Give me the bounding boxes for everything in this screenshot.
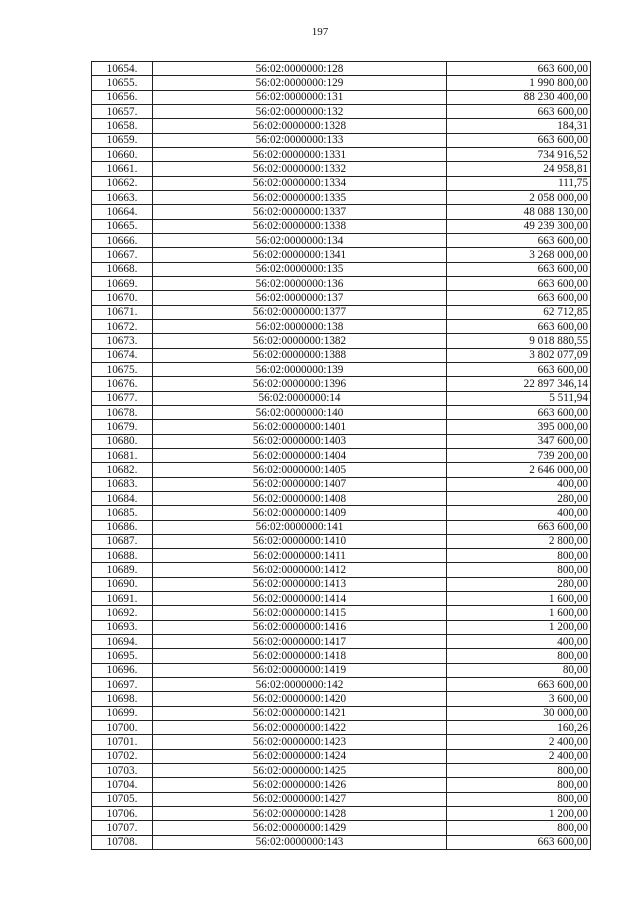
row-number: 10694. [92,635,153,649]
cadastral-value: 3 802 077,09 [447,348,591,362]
table-row [92,534,591,548]
table-row [92,835,591,849]
cadastral-number: 56:02:0000000:134 [153,233,447,247]
cadastral-value: 395 000,00 [447,420,591,434]
cadastral-value: 3 268 000,00 [447,248,591,262]
cadastral-number: 56:02:0000000:138 [153,319,447,333]
cadastral-value: 2 800,00 [447,534,591,548]
row-number: 10708. [92,835,153,849]
cadastral-value: 663 600,00 [447,520,591,534]
table-row [92,262,591,276]
cadastral-value: 184,31 [447,119,591,133]
cadastral-value: 663 600,00 [447,133,591,147]
row-number: 10655. [92,76,153,90]
table-row [92,577,591,591]
row-number: 10704. [92,778,153,792]
cadastral-value: 1 200,00 [447,620,591,634]
row-number: 10688. [92,549,153,563]
row-number: 10685. [92,506,153,520]
cadastral-number: 56:02:0000000:140 [153,405,447,419]
table-row [92,319,591,333]
cadastral-number: 56:02:0000000:1424 [153,749,447,763]
cadastral-number: 56:02:0000000:1426 [153,778,447,792]
cadastral-value: 800,00 [447,764,591,778]
row-number: 10677. [92,391,153,405]
cadastral-number: 56:02:0000000:1425 [153,764,447,778]
table-row [92,592,591,606]
table-row [92,391,591,405]
table-row [92,448,591,462]
table-row [92,176,591,190]
cadastral-number: 56:02:0000000:128 [153,62,447,76]
row-number: 10666. [92,233,153,247]
table-row [92,620,591,634]
row-number: 10687. [92,534,153,548]
cadastral-number: 56:02:0000000:1334 [153,176,447,190]
cadastral-number: 56:02:0000000:1411 [153,549,447,563]
table-row [92,477,591,491]
row-number: 10697. [92,678,153,692]
row-number: 10665. [92,219,153,233]
cadastral-number: 56:02:0000000:1418 [153,649,447,663]
cadastral-value: 663 600,00 [447,362,591,376]
table-row [92,233,591,247]
row-number: 10659. [92,133,153,147]
cadastral-value: 22 897 346,14 [447,377,591,391]
cadastral-number: 56:02:0000000:1332 [153,162,447,176]
table-row [92,190,591,204]
table-row [92,119,591,133]
cadastral-number: 56:02:0000000:133 [153,133,447,147]
row-number: 10695. [92,649,153,663]
cadastral-value: 5 511,94 [447,391,591,405]
cadastral-value: 800,00 [447,792,591,806]
cadastral-number: 56:02:0000000:1396 [153,377,447,391]
table-row [92,76,591,90]
cadastral-value: 663 600,00 [447,62,591,76]
row-number: 10657. [92,104,153,118]
cadastral-number: 56:02:0000000:1413 [153,577,447,591]
row-number: 10691. [92,592,153,606]
row-number: 10701. [92,735,153,749]
cadastral-number: 56:02:0000000:1382 [153,334,447,348]
table-row [92,147,591,161]
cadastral-number: 56:02:0000000:143 [153,835,447,849]
cadastral-number: 56:02:0000000:1335 [153,190,447,204]
cadastral-number: 56:02:0000000:135 [153,262,447,276]
row-number: 10672. [92,319,153,333]
row-number: 10689. [92,563,153,577]
cadastral-value: 280,00 [447,577,591,591]
row-number: 10699. [92,706,153,720]
row-number: 10696. [92,663,153,677]
cadastral-number: 56:02:0000000:1412 [153,563,447,577]
cadastral-number: 56:02:0000000:1408 [153,491,447,505]
table-row [92,749,591,763]
cadastral-value: 111,75 [447,176,591,190]
cadastral-number: 56:02:0000000:1388 [153,348,447,362]
cadastral-value: 800,00 [447,549,591,563]
cadastral-value: 739 200,00 [447,448,591,462]
cadastral-number: 56:02:0000000:1407 [153,477,447,491]
row-number: 10654. [92,62,153,76]
cadastral-number: 56:02:0000000:1427 [153,792,447,806]
row-number: 10660. [92,147,153,161]
cadastral-value: 1 600,00 [447,592,591,606]
row-number: 10668. [92,262,153,276]
cadastral-number: 56:02:0000000:1429 [153,821,447,835]
row-number: 10671. [92,305,153,319]
table-row [92,434,591,448]
cadastral-number: 56:02:0000000:1416 [153,620,447,634]
cadastral-value: 663 600,00 [447,291,591,305]
table-row [92,506,591,520]
cadastral-number: 56:02:0000000:1328 [153,119,447,133]
cadastral-value: 734 916,52 [447,147,591,161]
cadastral-number: 56:02:0000000:1338 [153,219,447,233]
cadastral-value: 1 990 800,00 [447,76,591,90]
cadastral-number: 56:02:0000000:14 [153,391,447,405]
cadastral-number: 56:02:0000000:1417 [153,635,447,649]
cadastral-value: 663 600,00 [447,405,591,419]
cadastral-value: 2 400,00 [447,735,591,749]
row-number: 10663. [92,190,153,204]
cadastral-value: 800,00 [447,649,591,663]
cadastral-value: 400,00 [447,506,591,520]
cadastral-value: 800,00 [447,778,591,792]
cadastral-value: 3 600,00 [447,692,591,706]
table-row [92,405,591,419]
row-number: 10664. [92,205,153,219]
cadastral-value: 663 600,00 [447,319,591,333]
row-number: 10662. [92,176,153,190]
row-number: 10684. [92,491,153,505]
cadastral-value: 400,00 [447,635,591,649]
row-number: 10682. [92,463,153,477]
table-row [92,377,591,391]
cadastral-value: 800,00 [447,563,591,577]
page-number: 197 [311,26,329,38]
cadastral-value: 62 712,85 [447,305,591,319]
cadastral-value: 2 058 000,00 [447,190,591,204]
cadastral-value: 1 600,00 [447,606,591,620]
cadastral-value: 9 018 880,55 [447,334,591,348]
table-row [92,305,591,319]
table-row [92,735,591,749]
table-row [92,549,591,563]
row-number: 10686. [92,520,153,534]
cadastral-number: 56:02:0000000:132 [153,104,447,118]
cadastral-number: 56:02:0000000:1409 [153,506,447,520]
table-row [92,792,591,806]
row-number: 10658. [92,119,153,133]
cadastral-number: 56:02:0000000:1341 [153,248,447,262]
row-number: 10702. [92,749,153,763]
row-number: 10675. [92,362,153,376]
table-row [92,362,591,376]
row-number: 10676. [92,377,153,391]
cadastral-value: 2 400,00 [447,749,591,763]
cadastral-value: 280,00 [447,491,591,505]
cadastral-number: 56:02:0000000:1419 [153,663,447,677]
row-number: 10656. [92,90,153,104]
cadastral-number: 56:02:0000000:136 [153,276,447,290]
table-row [92,663,591,677]
row-number: 10679. [92,420,153,434]
cadastral-value: 49 239 300,00 [447,219,591,233]
cadastral-number: 56:02:0000000:1405 [153,463,447,477]
cadastral-value: 800,00 [447,821,591,835]
cadastral-number: 56:02:0000000:137 [153,291,447,305]
cadastral-value: 663 600,00 [447,104,591,118]
table-row [92,463,591,477]
cadastral-value: 663 600,00 [447,233,591,247]
table-row [92,721,591,735]
cadastral-number: 56:02:0000000:1331 [153,147,447,161]
cadastral-value: 80,00 [447,663,591,677]
table-row [92,778,591,792]
cadastral-number: 56:02:0000000:1377 [153,305,447,319]
table-row [92,162,591,176]
cadastral-value: 24 958,81 [447,162,591,176]
table-row [92,205,591,219]
cadastral-number: 56:02:0000000:1422 [153,721,447,735]
row-number: 10707. [92,821,153,835]
cadastral-value: 88 230 400,00 [447,90,591,104]
table-row [92,606,591,620]
row-number: 10669. [92,276,153,290]
cadastral-value-table [91,61,591,850]
cadastral-number: 56:02:0000000:129 [153,76,447,90]
table-row [92,133,591,147]
row-number: 10674. [92,348,153,362]
cadastral-number: 56:02:0000000:1420 [153,692,447,706]
row-number: 10681. [92,448,153,462]
row-number: 10678. [92,405,153,419]
table-row [92,334,591,348]
table-row [92,219,591,233]
cadastral-value: 663 600,00 [447,835,591,849]
cadastral-number: 56:02:0000000:1428 [153,807,447,821]
cadastral-number: 56:02:0000000:1415 [153,606,447,620]
table-body [92,62,591,850]
row-number: 10670. [92,291,153,305]
cadastral-number: 56:02:0000000:131 [153,90,447,104]
cadastral-value: 347 600,00 [447,434,591,448]
cadastral-number: 56:02:0000000:139 [153,362,447,376]
cadastral-number: 56:02:0000000:1421 [153,706,447,720]
cadastral-value: 663 600,00 [447,678,591,692]
table-row [92,420,591,434]
table-row [92,706,591,720]
table-row [92,520,591,534]
table-row [92,692,591,706]
row-number: 10698. [92,692,153,706]
table-row [92,821,591,835]
cadastral-number: 56:02:0000000:1337 [153,205,447,219]
table-row [92,62,591,76]
cadastral-value: 663 600,00 [447,276,591,290]
row-number: 10661. [92,162,153,176]
table-row [92,276,591,290]
table-row [92,248,591,262]
table-row [92,764,591,778]
table-row [92,807,591,821]
cadastral-number: 56:02:0000000:1414 [153,592,447,606]
table-row [92,90,591,104]
row-number: 10700. [92,721,153,735]
row-number: 10690. [92,577,153,591]
cadastral-value: 30 000,00 [447,706,591,720]
cadastral-number: 56:02:0000000:1423 [153,735,447,749]
row-number: 10706. [92,807,153,821]
table-row [92,348,591,362]
row-number: 10705. [92,792,153,806]
row-number: 10693. [92,620,153,634]
cadastral-value: 1 200,00 [447,807,591,821]
table-row [92,678,591,692]
cadastral-number: 56:02:0000000:1401 [153,420,447,434]
table-row [92,291,591,305]
cadastral-number: 56:02:0000000:1404 [153,448,447,462]
row-number: 10692. [92,606,153,620]
cadastral-value: 663 600,00 [447,262,591,276]
table-row [92,649,591,663]
cadastral-value: 48 088 130,00 [447,205,591,219]
row-number: 10667. [92,248,153,262]
row-number: 10673. [92,334,153,348]
row-number: 10683. [92,477,153,491]
row-number: 10703. [92,764,153,778]
cadastral-number: 56:02:0000000:1410 [153,534,447,548]
cadastral-number: 56:02:0000000:1403 [153,434,447,448]
cadastral-value: 160,26 [447,721,591,735]
table-row [92,635,591,649]
cadastral-value: 2 646 000,00 [447,463,591,477]
cadastral-value: 400,00 [447,477,591,491]
cadastral-number: 56:02:0000000:141 [153,520,447,534]
cadastral-number: 56:02:0000000:142 [153,678,447,692]
table-row [92,491,591,505]
row-number: 10680. [92,434,153,448]
table-row [92,563,591,577]
table-row [92,104,591,118]
